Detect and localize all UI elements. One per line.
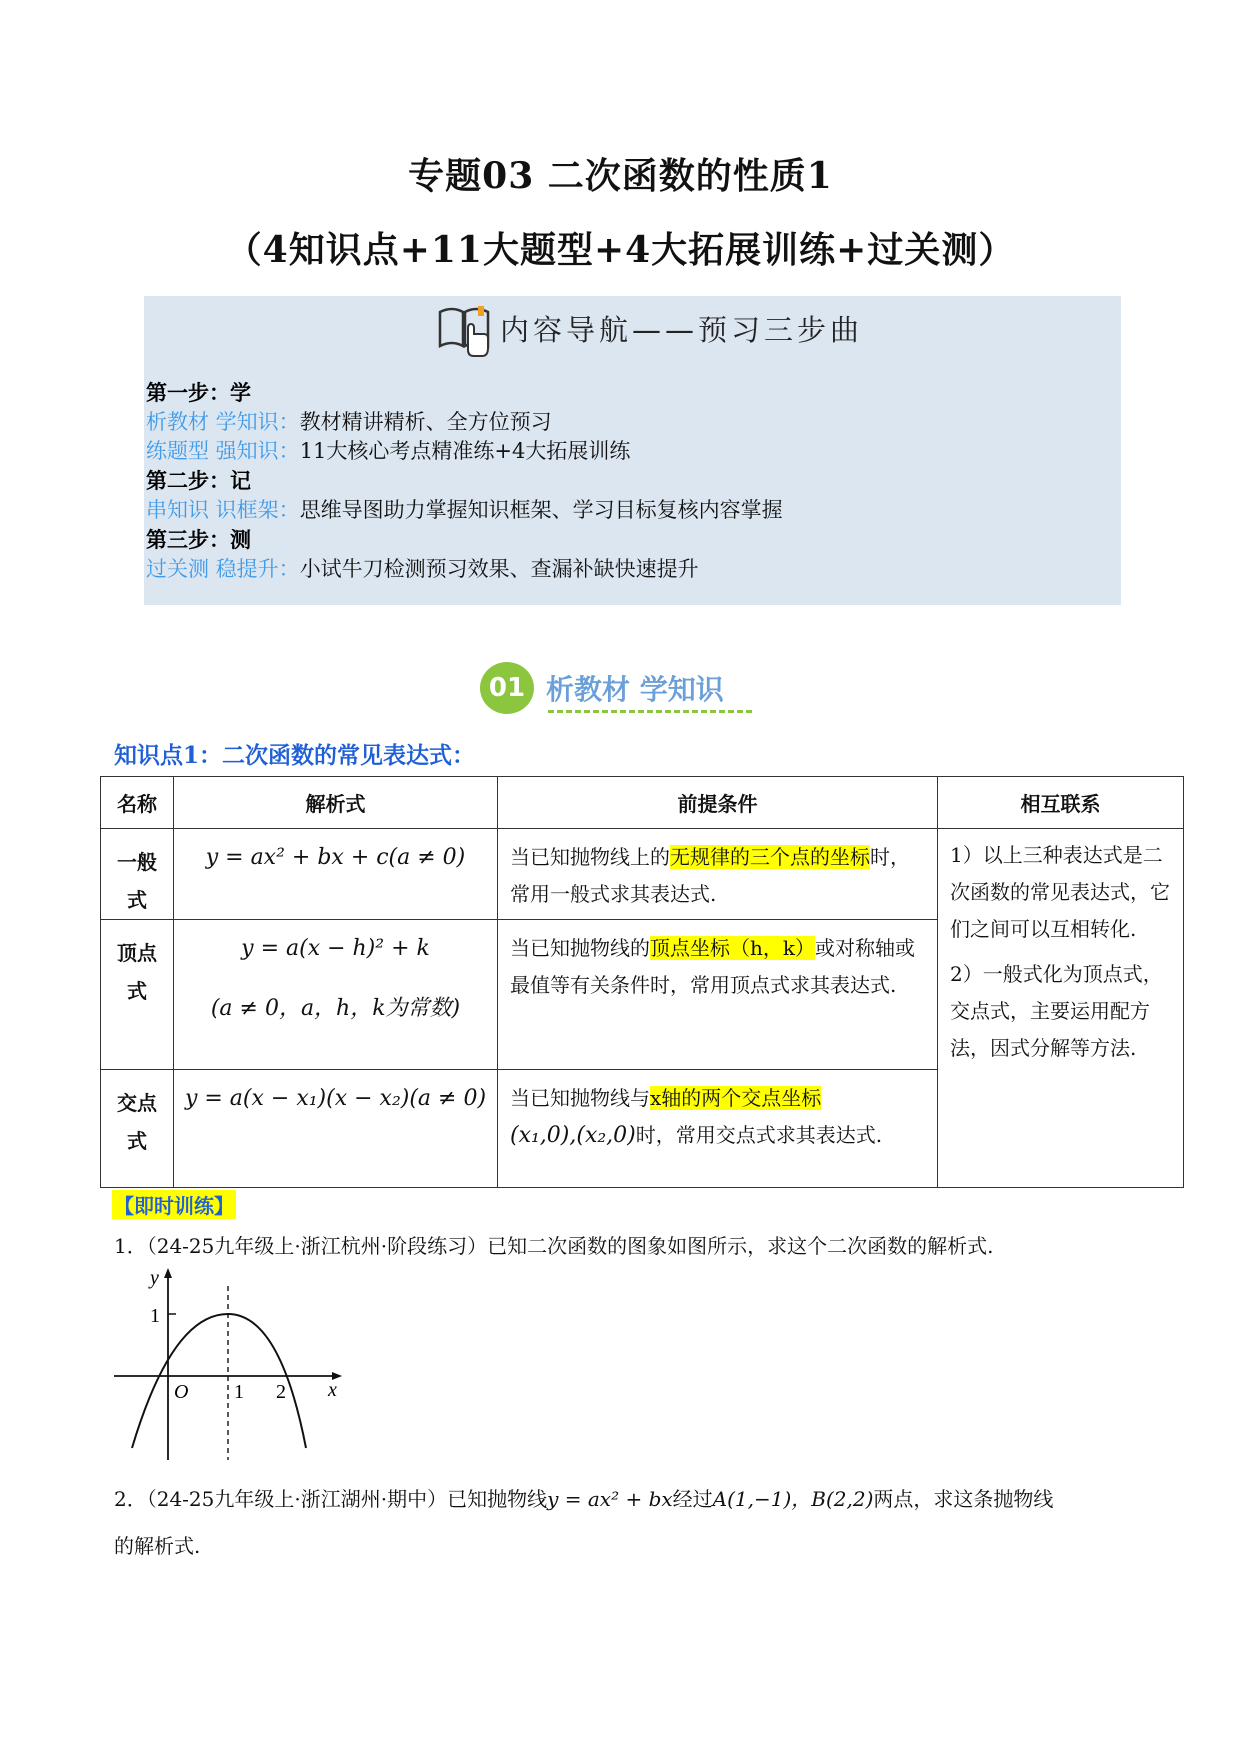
page-title: 专题03 二次函数的性质1 (408, 155, 833, 197)
nav-item-2: 练题型 强知识：11大核心考点精准练+4大拓展训练 (146, 439, 631, 463)
section-badge: 01 (480, 662, 534, 714)
knowledge-point-title: 知识点1：二次函数的常见表达式： (114, 742, 476, 769)
section-underline (548, 710, 752, 713)
nav-step-2: 第二步：记 (146, 468, 251, 493)
tick-y1-label: 1 (150, 1305, 160, 1327)
book-pointer-icon (434, 298, 494, 358)
y-axis-arrow (164, 1268, 172, 1278)
row-formula: y = a(x − x₁)(x − x₂)(a ≠ 0) (174, 1070, 498, 1188)
table-row (101, 829, 1184, 920)
nav-title: 内容导航——预习三步曲 (500, 312, 864, 347)
page-subtitle: （4知识点+11大题型+4大拓展训练+过关测） (225, 229, 1016, 271)
row-name: 交点式 (101, 1070, 174, 1188)
y-axis-label: y (150, 1267, 159, 1289)
expression-table (100, 776, 1184, 1188)
row-name: 顶点式 (101, 920, 174, 1070)
header-condition: 前提条件 (498, 777, 938, 829)
question-1: 1．（24-25九年级上·浙江杭州·阶段练习）已知二次函数的图象如图所示，求这个二次函数的解析式. (114, 1234, 994, 1258)
origin-label: O (174, 1381, 189, 1403)
nav-step-1: 第一步：学 (146, 380, 251, 405)
table-header-row (101, 777, 1184, 829)
nav-item-1: 析教材 学知识：教材精讲精析、全方位预习 (146, 410, 552, 434)
row-condition: 当已知抛物线上的无规律的三个点的坐标时，常用一般式求其表达式. (498, 829, 938, 920)
row-name: 一般式 (101, 829, 174, 920)
section-banner (480, 660, 760, 720)
row-formula: y = ax² + bx + c(a ≠ 0) (174, 829, 498, 920)
section-title: 析教材 学知识 (546, 673, 724, 706)
header-relation: 相互联系 (938, 777, 1184, 829)
practice-label: 【即时训练】 (112, 1190, 236, 1219)
header-formula: 解析式 (174, 777, 498, 829)
question-2-line-2: 的解析式. (114, 1534, 201, 1558)
row-condition: 当已知抛物线的顶点坐标（h，k）或对称轴或最值等有关条件时，常用顶点式求其表达式. (498, 920, 938, 1070)
header-name: 名称 (101, 777, 174, 829)
nav-item-4: 过关测 稳提升：小试牛刀检测预习效果、查漏补缺快速提升 (146, 557, 699, 581)
nav-step-3: 第三步：测 (146, 527, 251, 552)
nav-lines (146, 378, 783, 584)
row-condition: 当已知抛物线与x轴的两个交点坐标 (x₁,0),(x₂,0)时，常用交点式求其表达式. (498, 1070, 938, 1188)
relation-cell: 1）以上三种表达式是二次函数的常见表达式，它们之间可以互相转化. 2）一般式化为顶点式，交点式，主要运用配方法，因式分解等方法. (938, 829, 1184, 1188)
row-formula: y = a(x − h)² + k (a ≠ 0，a，h，k为常数) (174, 920, 498, 1070)
nav-header (434, 296, 863, 360)
tick-x2-label: 2 (276, 1381, 286, 1403)
question-2: 2．（24-25九年级上·浙江湖州·期中）已知抛物线y = ax² + bx经过A(1,−1)，B(2,2)两点，求这条抛物线 (114, 1487, 1054, 1511)
nav-item-3: 串知识 识框架：思维导图助力掌握知识框架、学习目标复核内容掌握 (146, 498, 783, 522)
parabola-graph (110, 1262, 350, 1462)
x-axis-label: x (328, 1379, 337, 1401)
content-navigation-box (144, 296, 1121, 605)
tick-x1-label: 1 (234, 1381, 244, 1403)
